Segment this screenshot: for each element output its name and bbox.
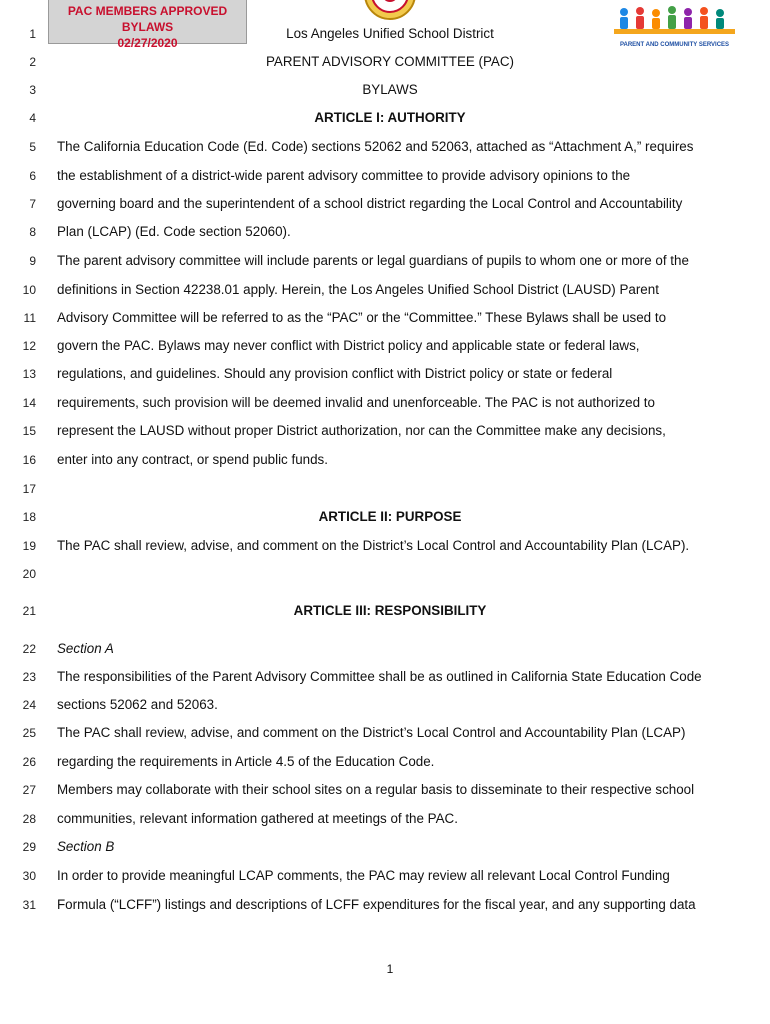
document-line (0, 780, 770, 800)
document-line (0, 752, 770, 772)
line-text: communities, relevant information gathered at meetings of the PAC. (57, 811, 458, 826)
document-line (0, 364, 770, 384)
document-line (0, 450, 770, 470)
line-text: govern the PAC. Bylaws may never conflict with District policy and applicable state or federal laws, (57, 338, 640, 353)
line-number: 18 (22, 510, 36, 524)
line-number: 6 (29, 169, 36, 183)
logo-caption: PARENT AND COMMUNITY SERVICES (619, 42, 730, 48)
line-number: 22 (22, 642, 36, 656)
line-text: represent the LAUSD without proper District authorization, nor can the Committee make any decisions, (57, 423, 666, 438)
line-number: 16 (22, 453, 36, 467)
document-line (0, 108, 770, 128)
document-line (0, 564, 770, 584)
document-line (0, 24, 770, 44)
line-number: 8 (29, 225, 36, 239)
document-line (0, 251, 770, 271)
line-text: PARENT ADVISORY COMMITTEE (PAC) (265, 54, 514, 69)
line-number: 26 (22, 755, 36, 769)
line-text: enter into any contract, or spend public funds. (57, 452, 328, 467)
line-number: 2 (29, 55, 36, 69)
line-text: The PAC shall review, advise, and comment on the District’s Local Control and Accountability Plan (LCAP). (57, 538, 690, 553)
line-text: governing board and the superintendent of a school district regarding the Local Control and Accountability (57, 196, 683, 211)
document-line (0, 479, 770, 499)
line-text: The PAC shall review, advise, and comment on the District’s Local Control and Accountability Plan (LCAP) (57, 725, 686, 740)
document-line (0, 308, 770, 328)
line-number: 13 (22, 367, 36, 381)
line-text: The California Education Code (Ed. Code) sections 52062 and 52063, attached as “Attachment A,” requires (57, 139, 694, 154)
line-text: Plan (LCAP) (Ed. Code section 52060). (57, 224, 291, 239)
document-line (0, 52, 770, 72)
line-number: 9 (29, 254, 36, 268)
stamp-date: 02/27/2020 (117, 36, 178, 50)
line-number: 31 (22, 898, 36, 912)
document-line (0, 280, 770, 300)
document-line (0, 667, 770, 687)
line-number: 3 (29, 83, 36, 97)
line-text: regulations, and guidelines. Should any provision conflict with District policy or state or federal (57, 366, 613, 381)
document-line (0, 507, 770, 527)
line-number: 30 (22, 869, 36, 883)
line-number: 23 (22, 670, 36, 684)
line-text: the establishment of a district-wide parent advisory committee to provide advisory opinions to the (57, 168, 631, 183)
line-text: Advisory Committee will be referred to as the “PAC” or the “Committee.” These Bylaws shall be used to (57, 310, 667, 325)
line-text: Members may collaborate with their school sites on a regular basis to disseminate to their respective school (57, 782, 695, 797)
line-text: regarding the requirements in Article 4.5 of the Education Code. (57, 754, 435, 769)
line-number: 4 (29, 111, 36, 125)
line-text: Section A (57, 641, 114, 656)
document-line (0, 809, 770, 829)
document-line (0, 837, 770, 857)
document-line (0, 222, 770, 242)
line-text: The parent advisory committee will include parents or legal guardians of pupils to whom one or more of the (57, 253, 689, 268)
line-number: 27 (22, 783, 36, 797)
line-text: ARTICLE I: AUTHORITY (314, 110, 466, 125)
line-text: The responsibilities of the Parent Advisory Committee shall be as outlined in California State Education Code (57, 669, 702, 684)
line-text: Formula (“LCFF”) listings and descriptions of LCFF expenditures for the fiscal year, and any supporting data (57, 897, 696, 912)
document-line (0, 695, 770, 715)
line-number: 29 (22, 840, 36, 854)
line-number: 11 (23, 311, 36, 325)
document-line (0, 895, 770, 915)
page-number: 1 (386, 962, 394, 976)
line-text: ARTICLE II: PURPOSE (318, 509, 462, 524)
line-number: 17 (22, 482, 36, 496)
document-line (0, 639, 770, 659)
document-line (0, 336, 770, 356)
line-number: 25 (22, 726, 36, 740)
document-line (0, 393, 770, 413)
line-text: requirements, such provision will be deemed invalid and unenforceable. The PAC is not authorized to (57, 395, 655, 410)
line-number: 28 (22, 812, 36, 826)
line-number: 7 (29, 197, 36, 211)
document-line (0, 601, 770, 621)
line-text: Section B (57, 839, 115, 854)
line-text: ARTICLE III: RESPONSIBILITY (293, 603, 487, 618)
line-number: 5 (29, 140, 36, 154)
document-line (0, 194, 770, 214)
document-line (0, 137, 770, 157)
line-text: sections 52062 and 52063. (57, 697, 218, 712)
document-line (0, 723, 770, 743)
document-line (0, 166, 770, 186)
line-text: definitions in Section 42238.01 apply. Herein, the Los Angeles Unified School District (LAUSD) Parent (57, 282, 659, 297)
document-line (0, 421, 770, 441)
line-text: In order to provide meaningful LCAP comments, the PAC may review all relevant Local Control Funding (57, 868, 670, 883)
document-line (0, 536, 770, 556)
line-text: Los Angeles Unified School District (286, 26, 494, 41)
line-number: 20 (22, 567, 36, 581)
line-number: 10 (22, 283, 36, 297)
line-number: 21 (22, 604, 36, 618)
line-number: 19 (22, 539, 36, 553)
line-number: 14 (22, 396, 36, 410)
line-number: 24 (22, 698, 36, 712)
district-seal-logo (364, 0, 416, 20)
line-number: 12 (22, 339, 36, 353)
document-line (0, 866, 770, 886)
stamp-title: PAC MEMBERS APPROVED BYLAWS (67, 4, 228, 34)
line-number: 1 (29, 27, 36, 41)
line-number: 15 (22, 424, 36, 438)
line-text: BYLAWS (362, 82, 418, 97)
document-line (0, 80, 770, 100)
